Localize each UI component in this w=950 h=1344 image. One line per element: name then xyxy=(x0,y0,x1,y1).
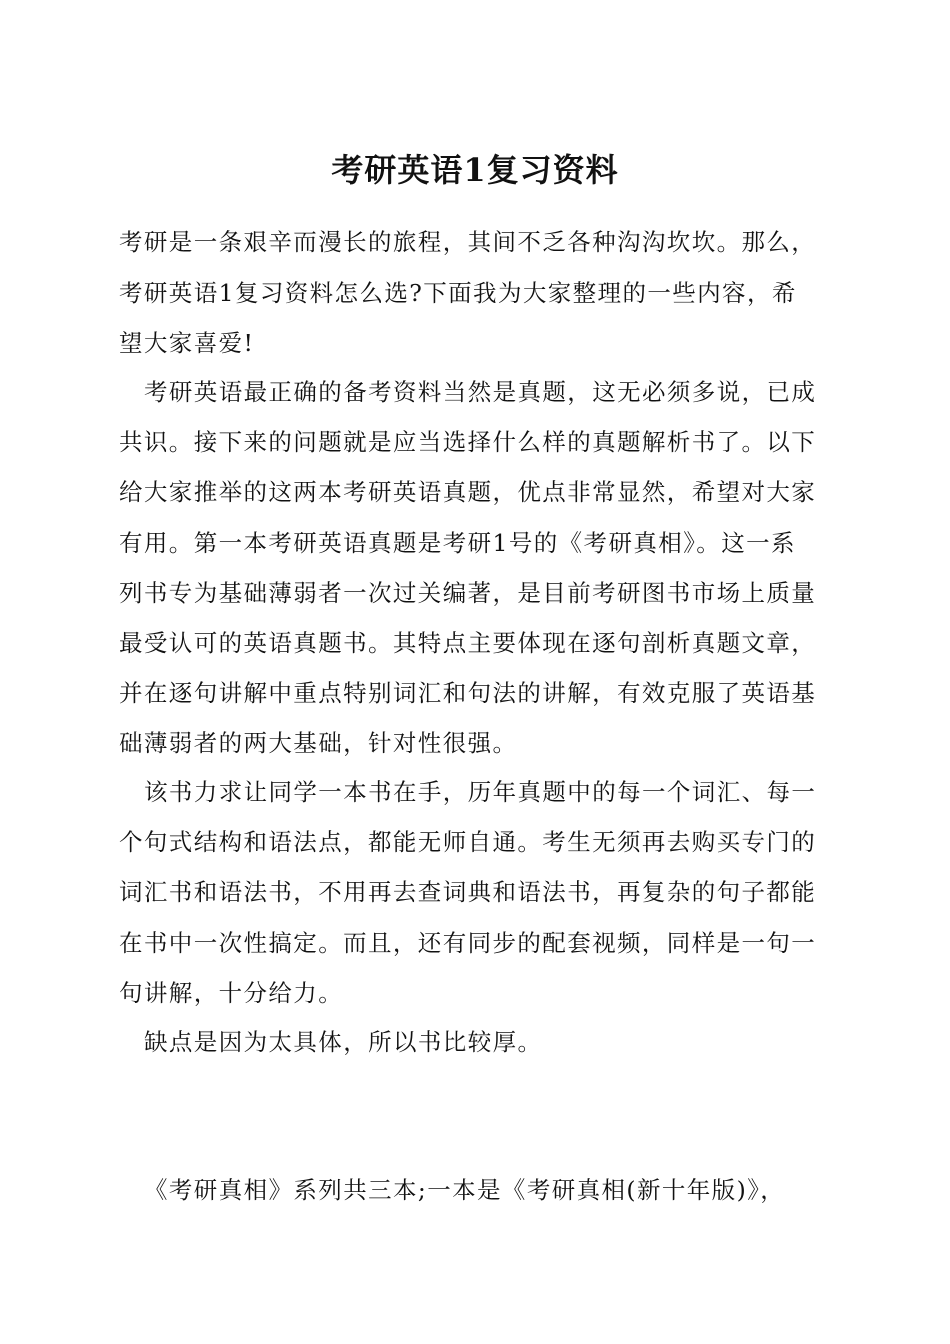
paragraph-line: 《考研真相》系列共三本;一本是《考研真相(新十年版)》， xyxy=(144,1176,786,1204)
paragraph-line: 有用。第一本考研英语真题是考研1号的《考研真相》。这一系 xyxy=(119,529,796,557)
paragraph-line: 并在逐句讲解中重点特别词汇和句法的讲解，有效克服了英语基 xyxy=(119,679,817,707)
paragraph-line: 共识。接下来的问题就是应当选择什么样的真题解析书了。以下 xyxy=(119,428,817,456)
paragraph-line: 缺点是因为太具体，所以书比较厚。 xyxy=(144,1028,543,1056)
paragraph-line: 考研是一条艰辛而漫长的旅程，其间不乏各种沟沟坎坎。那么， xyxy=(119,228,817,256)
paragraph-line: 句讲解，十分给力。 xyxy=(119,979,344,1007)
paragraph-line: 础薄弱者的两大基础，针对性很强。 xyxy=(119,729,518,757)
paragraph-line: 望大家喜爱! xyxy=(119,329,255,357)
paragraph-line: 个句式结构和语法点，都能无师自通。考生无须再去购买专门的 xyxy=(119,828,817,856)
paragraph-line: 考研英语1复习资料怎么选?下面我为大家整理的一些内容，希 xyxy=(119,279,797,307)
paragraph-line: 词汇书和语法书，不用再去查词典和语法书，再复杂的句子都能 xyxy=(119,878,817,906)
paragraph-line: 给大家推举的这两本考研英语真题，优点非常显然，希望对大家 xyxy=(119,478,817,506)
paragraph-line: 最受认可的英语真题书。其特点主要体现在逐句剖析真题文章， xyxy=(119,629,817,657)
paragraph-line: 在书中一次性搞定。而且，还有同步的配套视频，同样是一句一 xyxy=(119,929,817,957)
document-title: 考研英语1复习资料 xyxy=(331,151,619,189)
paragraph-line: 考研英语最正确的备考资料当然是真题，这无必须多说，已成 xyxy=(144,378,817,406)
paragraph-line: 列书专为基础薄弱者一次过关编著，是目前考研图书市场上质量 xyxy=(119,579,817,607)
paragraph-line: 该书力求让同学一本书在手，历年真题中的每一个词汇、每一 xyxy=(144,778,817,806)
